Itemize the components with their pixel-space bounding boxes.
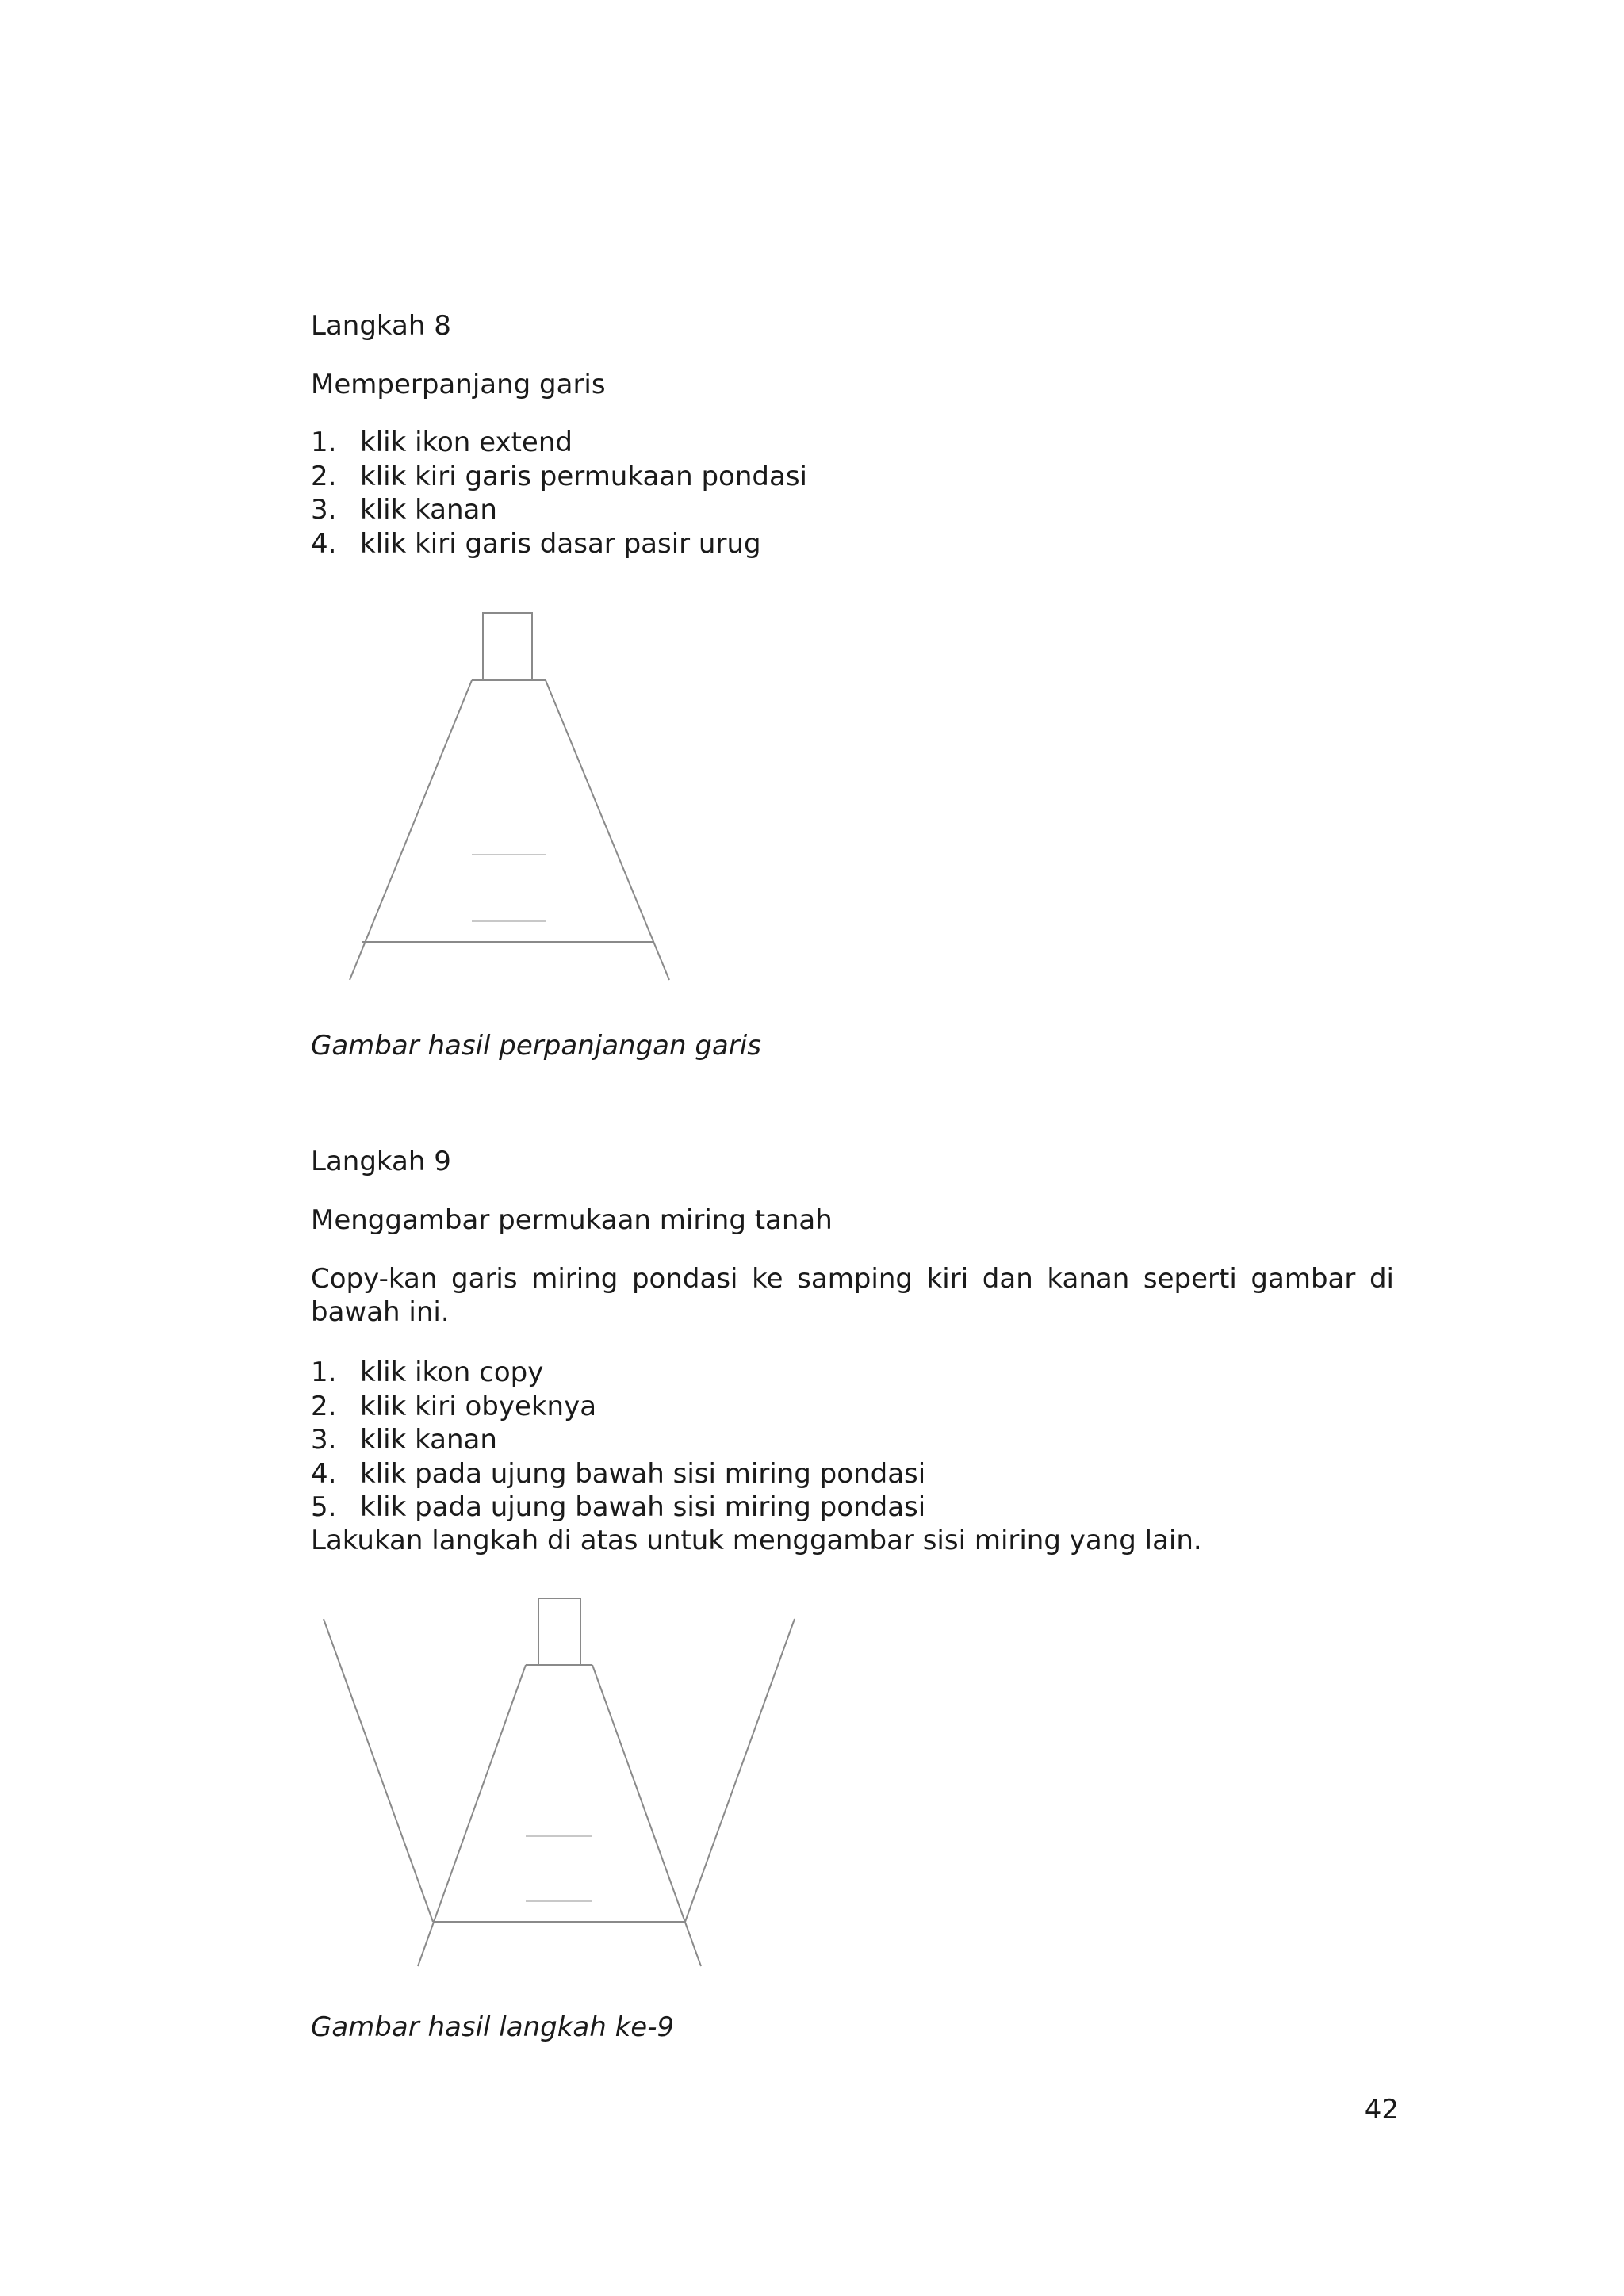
list-item-text: klik kiri garis dasar pasir urug — [360, 527, 761, 560]
copied-left-slope — [324, 1619, 433, 1922]
step9-intro-paragraph: Copy-kan garis miring pondasi ke samping kiri dan kanan seperti gambar di bawah ini. — [311, 1263, 1394, 1328]
list-item-text: klik pada ujung bawah sisi miring pondasi — [360, 1457, 926, 1490]
list-item-number: 3. — [311, 1424, 337, 1456]
list-item-text: klik kiri obyeknya — [360, 1390, 597, 1422]
step9-heading: Langkah 9 — [311, 1146, 451, 1177]
list-item-number: 1. — [311, 1357, 337, 1388]
step8-subheading: Memperpanjang garis — [311, 369, 606, 400]
list-item-text: klik kiri garis permukaan pondasi — [360, 460, 807, 492]
step8-heading: Langkah 8 — [311, 310, 451, 342]
foundation-column — [538, 1598, 580, 1665]
list-item-number: 3. — [311, 494, 337, 526]
step9-subheading: Menggambar permukaan miring tanah — [311, 1204, 833, 1236]
list-item-text: klik pada ujung bawah sisi miring pondasi — [360, 1491, 926, 1523]
list-item-number: 5. — [311, 1491, 337, 1523]
figure-caption-step9: Gambar hasil langkah ke-9 — [311, 2011, 675, 2043]
step9-closing-text: Lakukan langkah di atas untuk menggambar sisi miring yang lain. — [311, 1525, 1202, 1556]
list-item-text: klik kanan — [360, 1424, 497, 1456]
list-item-text: klik ikon extend — [360, 427, 573, 458]
list-item-number: 2. — [311, 460, 337, 492]
list-item-number: 4. — [311, 527, 337, 560]
list-item-text: klik kanan — [360, 494, 497, 526]
list-item-number: 2. — [311, 1390, 337, 1422]
list-item-text: klik ikon copy — [360, 1357, 544, 1388]
copied-right-slope — [685, 1619, 795, 1922]
page-number: 42 — [1364, 2094, 1399, 2126]
list-item-number: 1. — [311, 427, 337, 458]
figure-caption-step8: Gambar hasil perpanjangan garis — [311, 1030, 761, 1062]
list-item-number: 4. — [311, 1457, 337, 1490]
